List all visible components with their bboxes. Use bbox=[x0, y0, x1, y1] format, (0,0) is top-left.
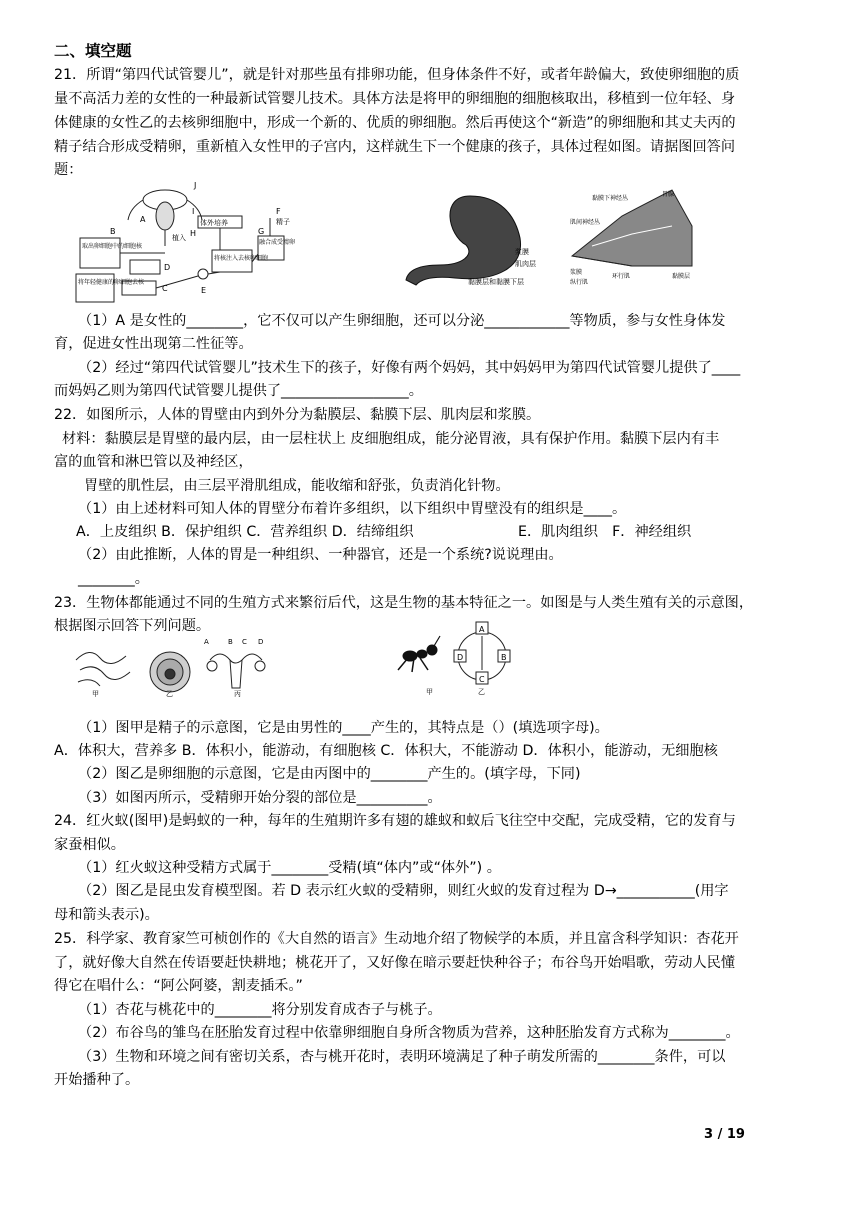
ant-label-jia: 甲 bbox=[426, 688, 433, 696]
q24-line: 母和箭头表示)。 bbox=[54, 907, 159, 923]
q25-line: （3）生物和环境之间有密切关系，杏与桃开花时，表明环境满足了种子萌发所需的________条件，可以 bbox=[78, 1049, 726, 1065]
q23-line: 根据图示回答下列问题。 bbox=[54, 618, 211, 634]
q22-line: （2）由此推断，人体的胃是一种组织、一种器官，还是一个系统?说说理由。 bbox=[78, 547, 563, 563]
wall-label-myenteric-plexus: 肌间神经丛 bbox=[570, 219, 601, 226]
q23-sub: （2）图乙是卵细胞的示意图，它是由丙图中的________产生的。(填字母，下同) bbox=[78, 766, 581, 782]
label-C: C bbox=[162, 284, 168, 293]
wall-label-submucosal-plexus: 黏膜下神经丛 bbox=[592, 195, 629, 202]
q21-sub: （2）经过“第四代试管婴儿”技术生下的孩子，好像有两个妈妈，其中妈妈甲为第四代试管婴儿提供了____ bbox=[78, 360, 741, 376]
text-implant: 植入 bbox=[172, 234, 186, 242]
q22-options: A．上皮组织 B．保护组织 C．营养组织 D．结缔组织 bbox=[76, 524, 414, 540]
label-H: H bbox=[190, 229, 197, 238]
label-D: D bbox=[164, 263, 171, 272]
q21-sub: 育，促进女性出现第二性征等。 bbox=[54, 336, 253, 352]
text-sperm: 精子 bbox=[276, 218, 290, 226]
stomach-wall-figure bbox=[562, 186, 702, 290]
label-F: F bbox=[276, 207, 281, 216]
wall-label-serosa: 浆膜 bbox=[570, 269, 583, 276]
wall-label-gastric-gland: 胃腺 bbox=[662, 191, 675, 198]
label-A: A bbox=[140, 215, 146, 224]
q25-line: 开始播种了。 bbox=[54, 1072, 140, 1088]
q22-line: （1）由上述材料可知人体的胃壁分布着许多组织，以下组织中胃壁没有的组织是____。 bbox=[78, 501, 627, 517]
q25-line: 了，就好像大自然在传语要赶快耕地；桃花开了，又好像在暗示要赶快种谷子；布谷鸟开始唱歌，劳动人民懂 bbox=[54, 955, 736, 971]
section-title: 二、填空题 bbox=[54, 42, 132, 60]
wall-label-longitudinal: 纵行肌 bbox=[570, 279, 589, 286]
q21-line: 精子结合形成受精卵，重新植入女性甲的子宫内，这样就生下一个健康的孩子，具体过程如图。请据图回答问 bbox=[54, 139, 736, 155]
ivf-process-figure bbox=[70, 178, 296, 304]
q22-line: 富的血管和淋巴管以及神经区， bbox=[54, 454, 253, 470]
stomach-label-mucosa: 黏膜层和黏膜下层 bbox=[468, 278, 524, 286]
fig-label-B: B bbox=[228, 638, 233, 646]
wall-label-circular: 环行肌 bbox=[612, 273, 631, 280]
text-fuse: 融合成受精卵 bbox=[259, 239, 296, 246]
text-enucleate: 将年轻健康的卵细胞去核 bbox=[78, 279, 145, 286]
fig-label-D: D bbox=[258, 638, 264, 646]
q22-options: E．肌肉组织 F．神经组织 bbox=[518, 524, 692, 540]
q22-line: 22．如图所示，人体的胃壁由内到外分为黏膜层、黏膜下层、肌肉层和浆膜。 bbox=[54, 407, 541, 423]
cycle-A: A bbox=[479, 625, 485, 634]
q22-line: 胃壁的肌性层，由三层平滑肌组成，能收缩和舒张，负责消化针物。 bbox=[84, 478, 510, 494]
label-E: E bbox=[201, 286, 207, 295]
q23-options: A．体积大，营养多 B．体积小，能游动，有细胞核 C．体积大，不能游动 D．体积小，能游动，无细胞核 bbox=[54, 743, 718, 759]
q21-sub: （1）A 是女性的________，它不仅可以产生卵细胞，还可以分泌____________等物质，参与女性身体发 bbox=[78, 313, 726, 329]
text-take-nucleus: 取出卵细胞中的细胞核 bbox=[82, 243, 143, 250]
q24-line: （2）图乙是昆虫发育模型图。若 D 表示红火蚁的受精卵，则红火蚁的发育过程为 D→___________(用字 bbox=[78, 883, 729, 899]
q25-line: 25．科学家、教育家竺可桢创作的《大自然的语言》生动地介绍了物候学的本质，并且富含科学知识：杏花开 bbox=[54, 931, 739, 947]
fig-label-A: A bbox=[204, 638, 209, 646]
q24-line: （1）红火蚁这种受精方式属于________受精(填“体内”或“体外”) 。 bbox=[78, 860, 501, 876]
stomach-label-muscle: 肌肉层 bbox=[515, 260, 536, 268]
q25-line: （1）杏花与桃花中的________将分别发育成杏子与桃子。 bbox=[78, 1002, 442, 1018]
q23-line: 23．生物体都能通过不同的生殖方式来繁衍后代，这是生物的基本特征之一。如图是与人类生殖有关的示意图， bbox=[54, 595, 754, 611]
q21-line: 题： bbox=[54, 162, 83, 178]
fig-label-yi: 乙 bbox=[166, 690, 173, 698]
label-I: I bbox=[192, 207, 195, 216]
ant-lifecycle-figure bbox=[390, 618, 520, 698]
cycle-C: C bbox=[479, 675, 485, 684]
fig-label-bing: 丙 bbox=[234, 690, 241, 698]
text-culture: 体外培养 bbox=[200, 219, 228, 227]
label-B: B bbox=[110, 227, 116, 236]
cycle-D: D bbox=[457, 653, 464, 662]
label-G: G bbox=[258, 227, 265, 236]
fig-label-C: C bbox=[242, 638, 247, 646]
q22-line: 材料：黏膜层是胃壁的最内层，由一层柱状上 皮细胞组成，能分泌胃液，具有保护作用。黏膜下层内有丰 bbox=[62, 431, 720, 447]
q24-line: 24．红火蚁(图甲)是蚂蚁的一种，每年的生殖期许多有翅的雄蚁和蚁后飞往空中交配，完成受精，它的发育与 bbox=[54, 813, 736, 829]
q21-line: 21．所谓“第四代试管婴儿”，就是针对那些虽有排卵功能，但身体条件不好，或者年龄偏大，致使卵细胞的质 bbox=[54, 67, 740, 83]
q21-sub: 而妈妈乙则为第四代试管婴儿提供了__________________。 bbox=[54, 383, 423, 399]
q25-line: 得它在唱什么：“阿公阿婆，割麦插禾。” bbox=[54, 978, 303, 994]
q24-line: 家蚕相似。 bbox=[54, 837, 125, 853]
q22-line: ________。 bbox=[78, 571, 149, 587]
q23-sub: （1）图甲是精子的示意图，它是由男性的____产生的，其特点是（）(填选项字母)。 bbox=[78, 720, 609, 736]
ant-label-yi: 乙 bbox=[478, 688, 485, 696]
cycle-B: B bbox=[501, 653, 507, 662]
reproduction-figure bbox=[70, 636, 280, 698]
q21-line: 体健康的女性乙的去核卵细胞中，形成一个新的、优质的卵细胞。然后再使这个“新造”的卵细胞和其丈夫丙的 bbox=[54, 115, 736, 131]
stomach-figure bbox=[400, 190, 550, 292]
q25-line: （2）布谷鸟的雏鸟在胚胎发育过程中依靠卵细胞自身所含物质为营养，这种胚胎发育方式称为________。 bbox=[78, 1025, 740, 1041]
q23-sub: （3）如图丙所示，受精卵开始分裂的部位是__________。 bbox=[78, 790, 442, 806]
label-J: J bbox=[194, 181, 197, 190]
fig-label-jia: 甲 bbox=[92, 690, 99, 698]
stomach-label-serosa: 浆膜 bbox=[515, 248, 529, 256]
page-number: 3 / 19 bbox=[704, 1127, 745, 1142]
q21-line: 量不高活力差的女性的一种最新试管婴儿技术。具体方法是将甲的卵细胞的细胞核取出，移植到一位年轻、身 bbox=[54, 91, 736, 107]
text-inject-nucleus: 将核注入去核卵细胞 bbox=[214, 255, 269, 262]
wall-label-mucosa: 黏膜层 bbox=[672, 273, 691, 280]
